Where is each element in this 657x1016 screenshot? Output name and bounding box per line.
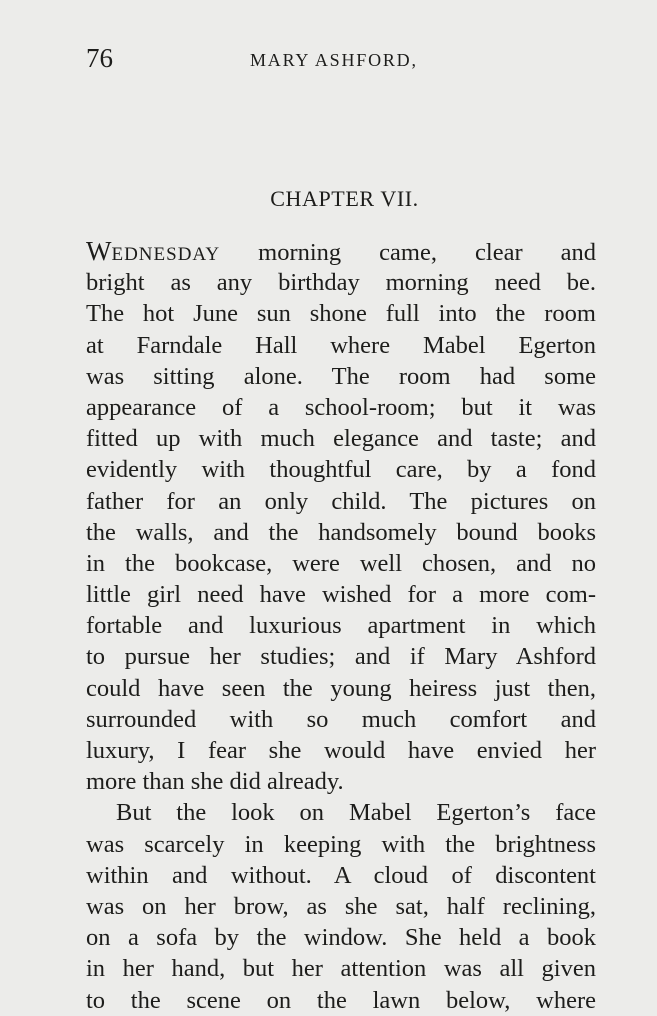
text-line: But the look on Mabel Egerton’s face (116, 799, 596, 827)
text-line: more than she did already. (86, 768, 344, 796)
text-line: in her hand, but her attention was all given (86, 955, 596, 983)
text-line: to the scene on the lawn below, where (86, 986, 596, 1014)
text-line: The hot June sun shone full into the room (86, 300, 596, 328)
text-line (86, 236, 596, 267)
text-line: father for an only child. The pictures on (86, 487, 596, 515)
text-line: surrounded with so much comfort and (86, 705, 596, 733)
text-line-rest: morning came, clear and (220, 239, 596, 266)
text-line: was sitting alone. The room had some (86, 362, 596, 390)
text-line: on a sofa by the window. She held a book (86, 924, 596, 952)
page-number: 76 (86, 43, 113, 73)
text-line: was scarcely in keeping with the brightness (86, 830, 596, 858)
text-line: could have seen the young heiress just then, (86, 674, 596, 702)
text-line: within and without. A cloud of discontent (86, 861, 596, 889)
text-line: appearance of a school-room; but it was (86, 393, 596, 421)
paragraph-2 (86, 797, 596, 1015)
text-line: luxury, I fear she would have envied her (86, 737, 596, 764)
text-line: fitted up with much elegance and taste; and (86, 425, 596, 453)
small-caps-initial: W (86, 236, 112, 266)
running-head (86, 42, 596, 76)
text-line: the walls, and the handsomely bound books (86, 518, 596, 546)
paragraph-1 (86, 236, 596, 797)
text-line: bright as any birthday morning need be. (86, 269, 596, 297)
text-line: evidently with thoughtful care, by a fond (86, 456, 596, 484)
text-line: was on her brow, as she sat, half reclining, (86, 892, 596, 920)
running-title: MARY ASHFORD, (250, 50, 418, 70)
text-line: to pursue her studies; and if Mary Ashford (86, 643, 596, 671)
small-caps-word: EDNESDAY (111, 244, 221, 265)
body-text (86, 236, 596, 1016)
text-line: at Farndale Hall where Mabel Egerton (86, 331, 596, 359)
text-line: fortable and luxurious apartment in which (86, 612, 596, 640)
chapter-heading: CHAPTER VII. (270, 186, 419, 211)
text-line: little girl need have wished for a more com- (86, 581, 596, 609)
text-line: in the bookcase, were well chosen, and no (86, 549, 596, 577)
